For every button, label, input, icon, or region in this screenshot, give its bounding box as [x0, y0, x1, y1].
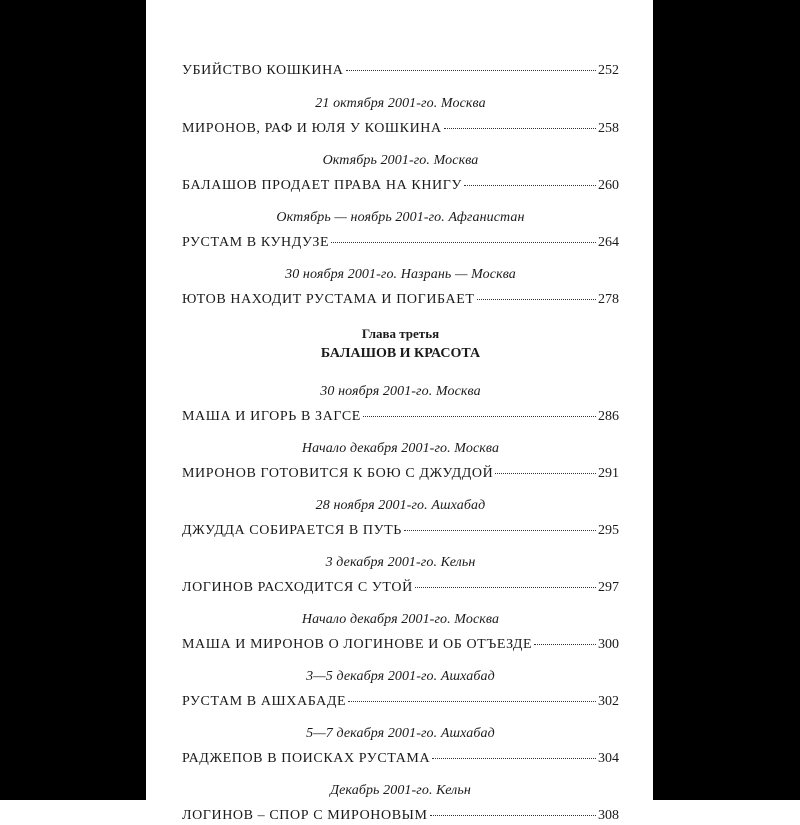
toc-entry-title: МИРОНОВ, РАФ И ЮЛЯ У КОШКИНА: [182, 121, 442, 136]
toc-leader-dots: [444, 128, 596, 129]
toc-block: [182, 497, 619, 540]
toc-block: [182, 383, 619, 426]
toc-entry: [182, 807, 619, 825]
toc-block: [182, 152, 619, 195]
toc-entry-title: ЛОГИНОВ – СПОР С МИРОНОВЫМ: [182, 808, 428, 823]
toc-entry-title: ДЖУДДА СОБИРАЕТСЯ В ПУТЬ: [182, 523, 402, 538]
left-black-margin: [0, 0, 146, 800]
toc-entry: [182, 234, 619, 252]
toc-date-place: Начало декабря 2001-го. Москва: [301, 441, 500, 456]
toc-date-place: 30 ноября 2001-го. Москва: [320, 384, 481, 399]
toc-block: [182, 782, 619, 825]
toc-page-number: 286: [598, 409, 619, 424]
book-page: [146, 0, 653, 823]
toc-entry-title: УБИЙСТВО КОШКИНА: [182, 63, 344, 78]
toc-leader-dots: [495, 473, 596, 474]
toc-leader-dots: [348, 701, 596, 702]
toc-entry-title: ЮТОВ НАХОДИТ РУСТАМА И ПОГИБАЕТ: [182, 292, 475, 307]
toc-page-number: 295: [598, 523, 619, 538]
toc-leader-dots: [415, 587, 596, 588]
toc-page-number: 300: [598, 637, 619, 652]
toc-date-place: 3 декабря 2001-го. Кельн: [325, 555, 476, 570]
toc-entry: [182, 579, 619, 597]
toc-entry: [182, 291, 619, 309]
toc-entry-title: МИРОНОВ ГОТОВИТСЯ К БОЮ С ДЖУДДОЙ: [182, 466, 494, 481]
table-of-contents: [182, 62, 619, 825]
toc-entry: [182, 120, 619, 138]
toc-page-number: 291: [598, 466, 619, 481]
toc-page-number: 260: [598, 178, 619, 193]
toc-entry: [182, 693, 619, 711]
chapter-number: Глава третья: [361, 326, 440, 341]
toc-date-place: 5—7 декабря 2001-го. Ашхабад: [306, 726, 495, 741]
toc-page-number: 252: [598, 63, 619, 78]
toc-block: [182, 95, 619, 138]
toc-leader-dots: [534, 644, 596, 645]
toc-page-number: 264: [598, 235, 619, 250]
toc-block: [182, 554, 619, 597]
toc-leader-dots: [346, 70, 596, 71]
chapter-title: БАЛАШОВ И КРАСОТА: [320, 346, 481, 361]
toc-leader-dots: [331, 242, 596, 243]
toc-page-number: 308: [598, 808, 619, 823]
toc-entry: [182, 465, 619, 483]
toc-date-place: 21 октября 2001-го. Москва: [315, 96, 486, 111]
toc-block: [182, 62, 619, 80]
toc-entry: [182, 522, 619, 540]
toc-entry: [182, 750, 619, 768]
toc-date-place: Начало декабря 2001-го. Москва: [301, 612, 500, 627]
toc-entry: [182, 408, 619, 426]
toc-leader-dots: [430, 815, 597, 816]
toc-entry-title: РАДЖЕПОВ В ПОИСКАХ РУСТАМА: [182, 751, 431, 766]
toc-entry-title: ЛОГИНОВ РАСХОДИТСЯ С УТОЙ: [182, 580, 413, 595]
toc-leader-dots: [404, 530, 596, 531]
toc-date-place: Декабрь 2001-го. Кельн: [330, 783, 471, 798]
toc-entry-title: МАША И ИГОРЬ В ЗАГСЕ: [182, 409, 361, 424]
toc-entry: [182, 62, 619, 80]
toc-block: [182, 725, 619, 768]
toc-entry-title: МАША И МИРОНОВ О ЛОГИНОВЕ И ОБ ОТЪЕЗДЕ: [182, 637, 533, 652]
toc-leader-dots: [464, 185, 596, 186]
toc-page-number: 304: [598, 751, 619, 766]
toc-date-place: Октябрь 2001-го. Москва: [322, 153, 479, 168]
toc-entry-title: БАЛАШОВ ПРОДАЕТ ПРАВА НА КНИГУ: [182, 178, 462, 193]
toc-entry-title: РУСТАМ В КУНДУЗЕ: [182, 235, 330, 250]
toc-date-place: Октябрь — ноябрь 2001-го. Афганистан: [276, 210, 525, 225]
toc-page-number: 278: [598, 292, 619, 307]
toc-date-place: 3—5 декабря 2001-го. Ашхабад: [306, 669, 495, 684]
right-black-margin: [653, 0, 800, 800]
toc-block: [182, 440, 619, 483]
toc-leader-dots: [363, 416, 596, 417]
toc-date-place: 28 ноября 2001-го. Ашхабад: [315, 498, 486, 513]
toc-leader-dots: [432, 758, 596, 759]
toc-page-number: 258: [598, 121, 619, 136]
toc-entry: [182, 177, 619, 195]
toc-block: [182, 266, 619, 309]
toc-page-number: 297: [598, 580, 619, 595]
toc-entry: [182, 636, 619, 654]
toc-page-number: 302: [598, 694, 619, 709]
toc-leader-dots: [477, 299, 596, 300]
toc-block: [182, 611, 619, 654]
toc-block: [182, 209, 619, 252]
chapter-heading-block: [182, 325, 619, 363]
toc-date-place: 30 ноября 2001-го. Назрань — Москва: [285, 267, 516, 282]
toc-block: [182, 668, 619, 711]
toc-entry-title: РУСТАМ В АШХАБАДЕ: [182, 694, 347, 709]
